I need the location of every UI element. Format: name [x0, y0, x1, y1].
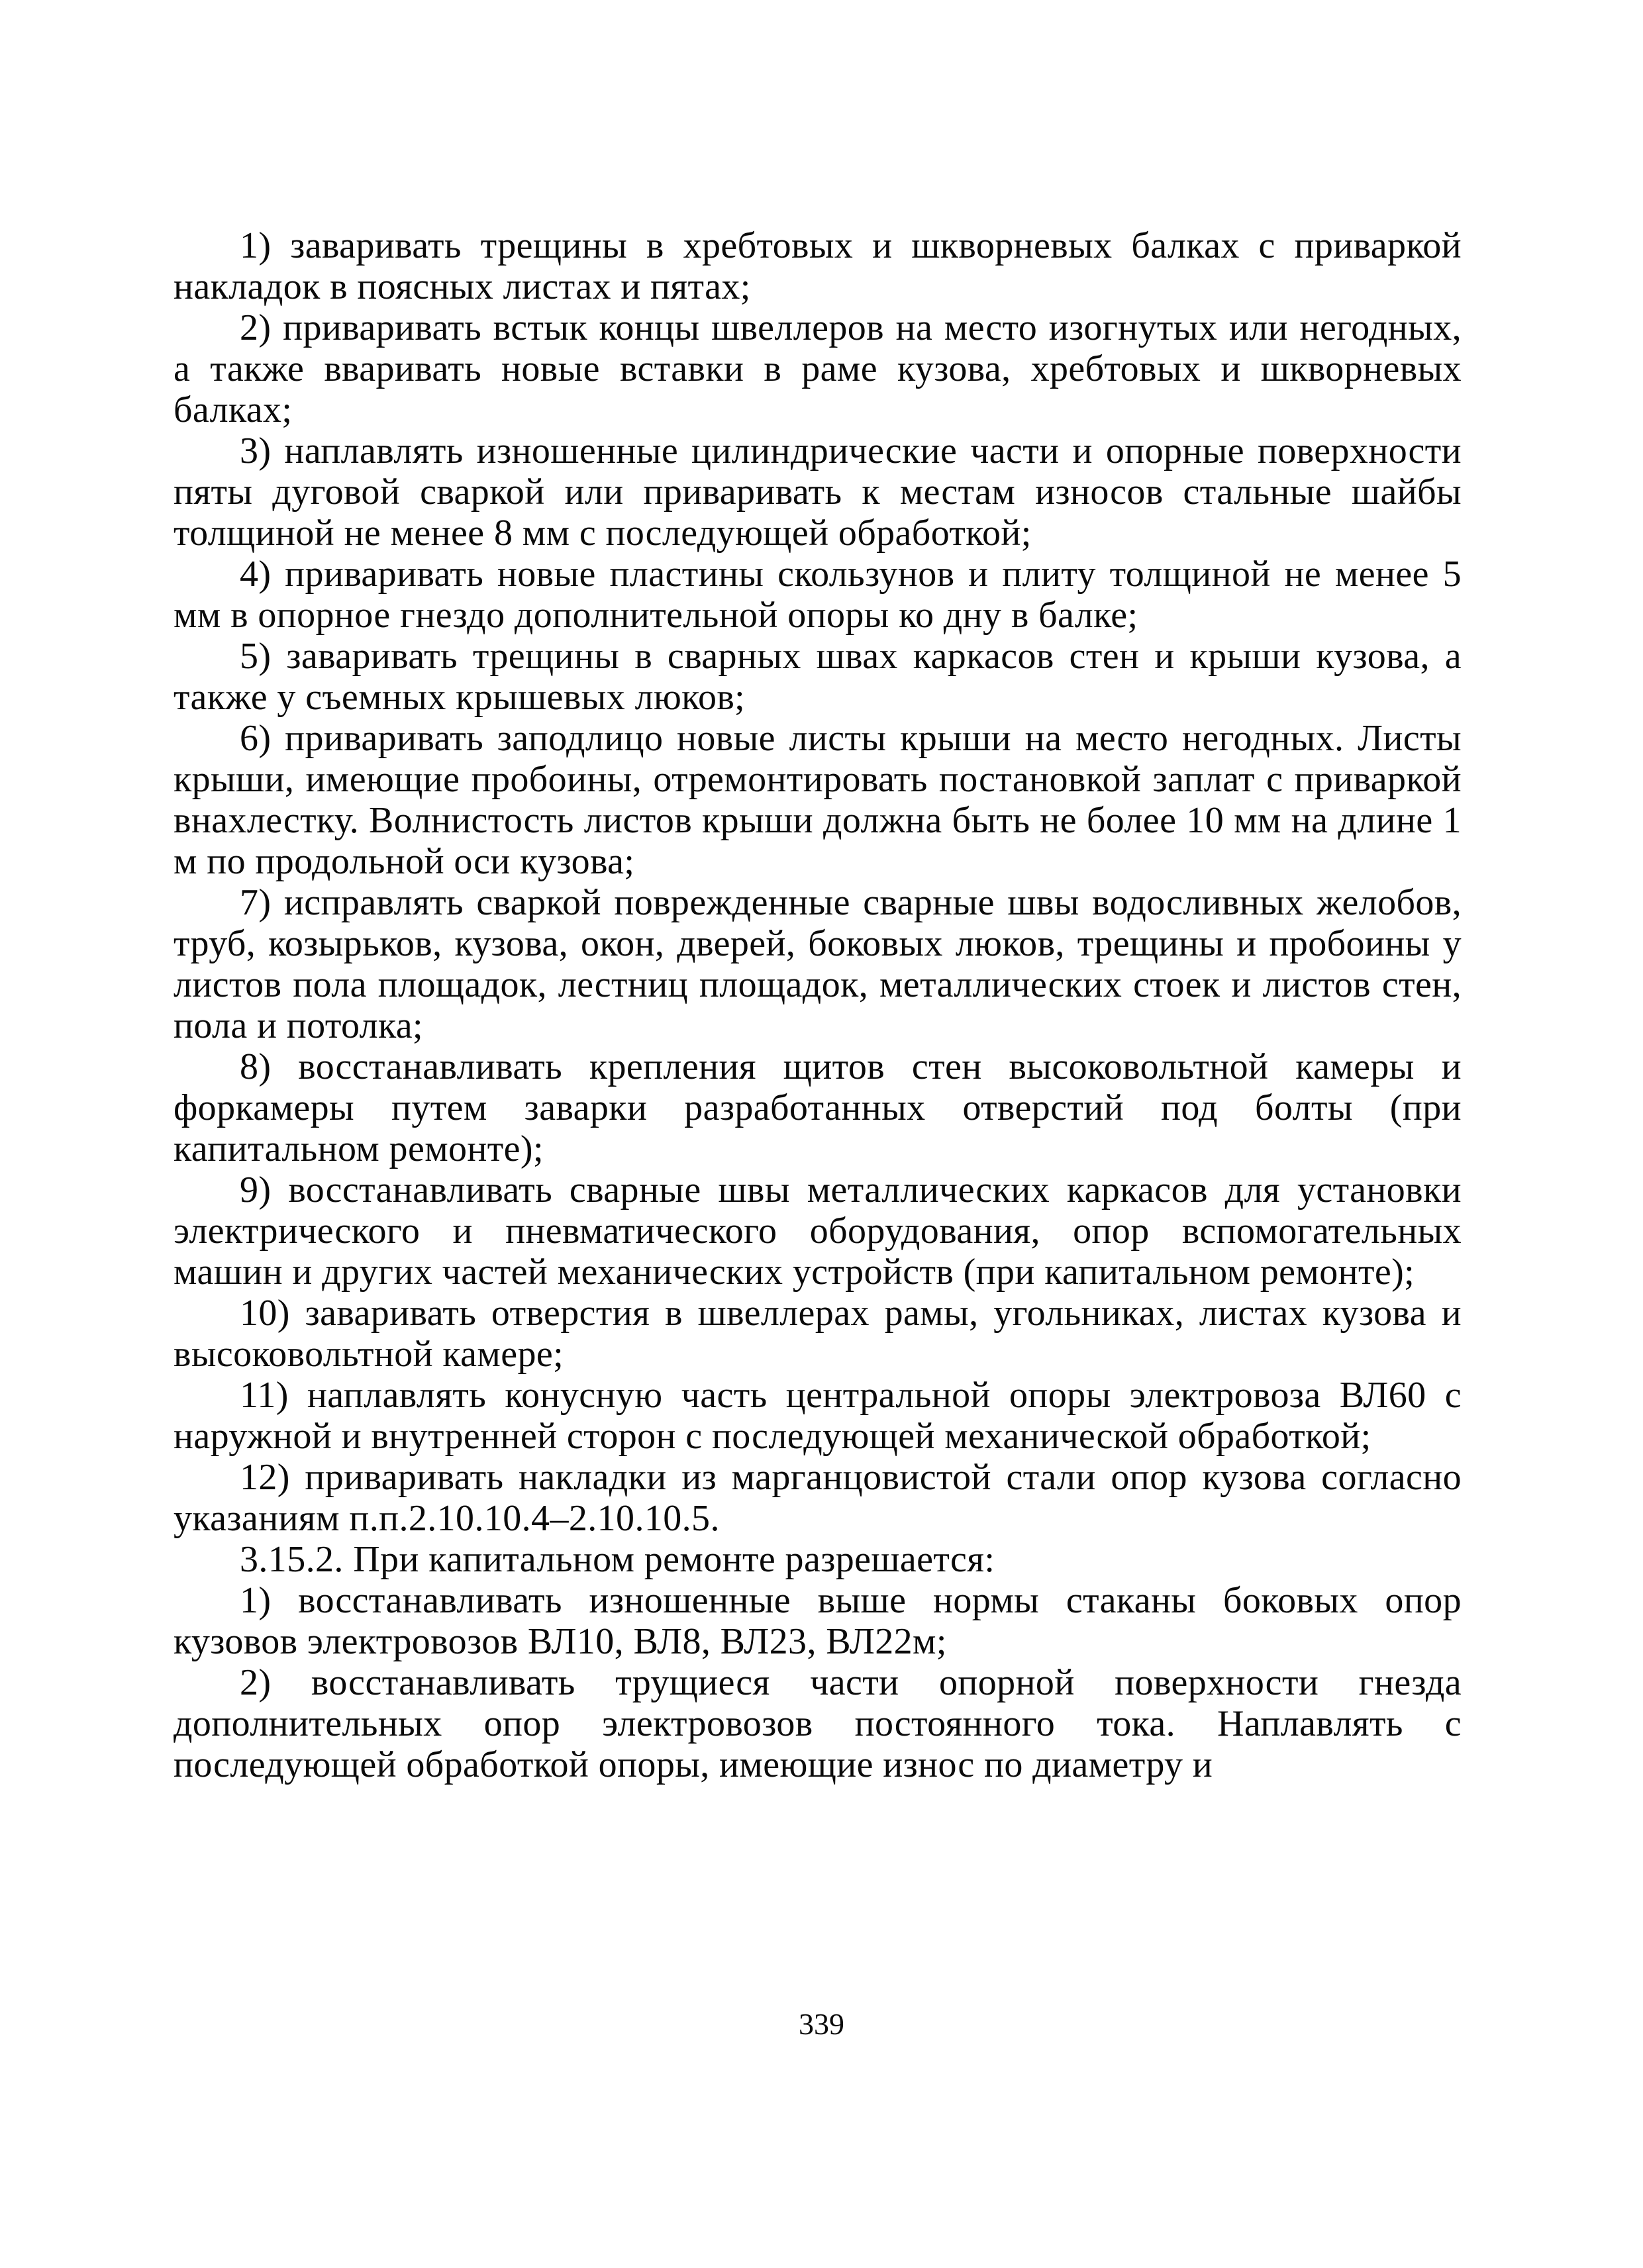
- paragraph-6: 6) приваривать заподлицо новые листы крыши на место негодных. Листы крыши, имеющие пробоины, отремонтировать постановкой заплат с приваркой внахлестку. Волнистость листов крыши должна быть не более 10 мм на длине 1 м по продольной оси кузова;: [174, 718, 1462, 882]
- paragraph-7: 7) исправлять сваркой поврежденные сварные швы водосливных желобов, труб, козырьков, кузова, окон, дверей, боковых люков, трещины и пробоины у листов пола площадок, лестниц площадок, металлических стоек и листов стен, пола и потолка;: [174, 882, 1462, 1046]
- paragraph-12: 12) приваривать накладки из марганцовистой стали опор кузова согласно указаниям п.п.2.10.10.4–2.10.10.5.: [174, 1457, 1462, 1539]
- paragraph-14: 2) восстанавливать трущиеся части опорной поверхности гнезда дополнительных опор электровозов постоянного тока. Наплавлять с последующей обработкой опоры, имеющие износ по диаметру и: [174, 1662, 1462, 1785]
- paragraph-11: 11) наплавлять конусную часть центральной опоры электровоза ВЛ60 с наружной и внутренней сторон с последующей механической обработкой;: [174, 1375, 1462, 1457]
- body-text: [174, 225, 1462, 1785]
- paragraph-3: 3) наплавлять изношенные цилиндрические части и опорные поверхности пяты дуговой сваркой или приваривать к местам износов стальные шайбы толщиной не менее 8 мм с последующей обработкой;: [174, 430, 1462, 554]
- page-number: 339: [799, 2007, 844, 2041]
- paragraph-4: 4) приваривать новые пластины скользунов и плиту толщиной не менее 5 мм в опорное гнездо дополнительной опоры ко дну в балке;: [174, 554, 1462, 636]
- paragraph-5: 5) заваривать трещины в сварных швах каркасов стен и крыши кузова, а также у съемных крышевых люков;: [174, 636, 1462, 718]
- paragraph-10: 10) заваривать отверстия в швеллерах рамы, угольниках, листах кузова и высоковольтной камере;: [174, 1293, 1462, 1375]
- section-heading-3-15-2: 3.15.2. При капитальном ремонте разрешается:: [240, 1539, 995, 1580]
- paragraph-8: 8) восстанавливать крепления щитов стен высоковольтной камеры и форкамеры путем заварки разработанных отверстий под болты (при капитальном ремонте);: [174, 1046, 1462, 1169]
- paragraph-9: 9) восстанавливать сварные швы металлических каркасов для установки электрического и пневматического оборудования, опор вспомогательных машин и других частей механических устройств (при капитальном ремонте);: [174, 1169, 1462, 1293]
- paragraph-2: 2) приваривать встык концы швеллеров на место изогнутых или негодных, а также вваривать новые вставки в раме кузова, хребтовых и шкворневых балках;: [174, 307, 1462, 430]
- paragraph-1: 1) заваривать трещины в хребтовых и шкворневых балках с приваркой накладок в поясных листах и пятах;: [174, 225, 1462, 307]
- paragraph-13: 1) восстанавливать изношенные выше нормы стаканы боковых опор кузовов электровозов ВЛ10, ВЛ8, ВЛ23, ВЛ22м;: [174, 1580, 1462, 1662]
